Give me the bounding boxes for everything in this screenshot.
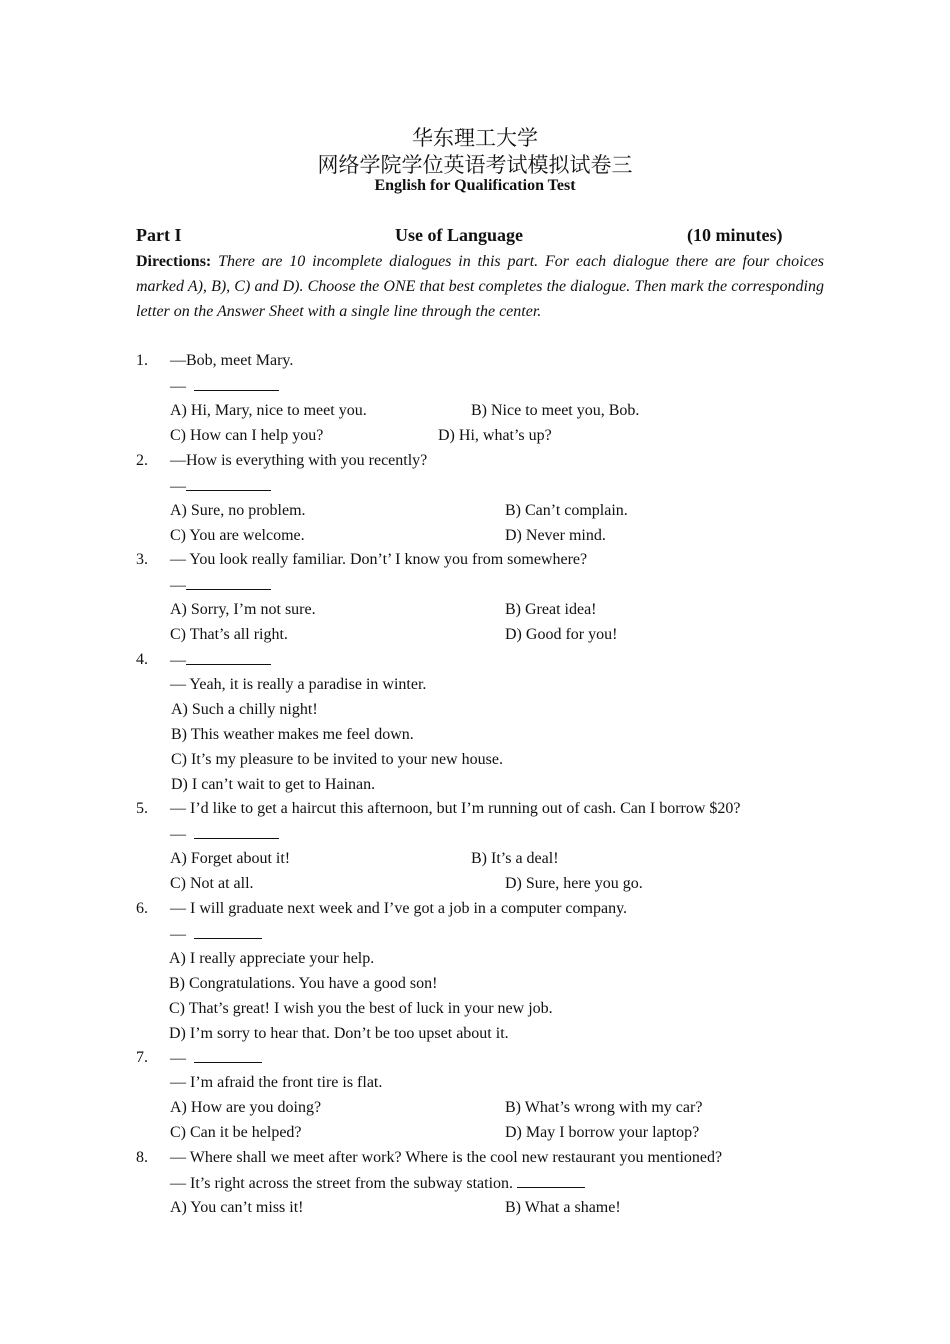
choice-d: D) I’m sorry to hear that. Don’t be too upset about it.: [169, 1025, 509, 1042]
answer-blank: [517, 1173, 585, 1188]
choice-c: C) Not at all.: [170, 875, 254, 892]
dialogue-line: — I’m afraid the front tire is flat.: [170, 1074, 383, 1091]
choice-d: D) Never mind.: [505, 527, 606, 544]
question-number: 8.: [136, 1149, 148, 1166]
choice-b: B) It’s a deal!: [471, 850, 559, 867]
dialogue-line: —: [170, 924, 262, 945]
choice-c: C) How can I help you?: [170, 427, 324, 444]
dialogue-line: — I will graduate next week and I’ve got a job in a computer company.: [170, 900, 628, 917]
exam-subtitle: English for Qualification Test: [374, 177, 576, 194]
choice-b: B) Nice to meet you, Bob.: [471, 402, 640, 419]
choice-a: A) I really appreciate your help.: [169, 950, 375, 967]
choice-d: D) Good for you!: [505, 626, 618, 643]
dialogue-line: — Yeah, it is really a paradise in winter.: [170, 676, 427, 693]
choice-d: D) Hi, what’s up?: [438, 427, 552, 444]
choice-b: B) What’s wrong with my car?: [505, 1099, 703, 1116]
school-name: 华东理工大学: [412, 126, 538, 150]
answer-blank: [186, 650, 271, 665]
answer-blank: [194, 924, 262, 939]
directions-label: Directions:: [136, 253, 212, 270]
choice-b: B) Can’t complain.: [505, 502, 628, 519]
answer-blank: [186, 476, 271, 491]
part-label: Part I: [136, 225, 182, 245]
choice-c: C) That’s great! I wish you the best of luck in your new job.: [169, 1000, 553, 1017]
choice-a: A) You can’t miss it!: [170, 1199, 304, 1216]
choice-d: D) I can’t wait to get to Hainan.: [171, 776, 376, 793]
dialogue-line: — I’d like to get a haircut this afternoon, but I’m running out of cash. Can I borrow $20?: [170, 800, 741, 817]
answer-blank: [194, 376, 279, 391]
choice-c: C) Can it be helped?: [170, 1124, 302, 1141]
dialogue-line: —: [170, 575, 271, 596]
question-number: 3.: [136, 551, 148, 568]
choice-d: D) May I borrow your laptop?: [505, 1124, 700, 1141]
dialogue-line: — You look really familiar. Don’t’ I know you from somewhere?: [170, 551, 588, 568]
dialogue-line: — Where shall we meet after work? Where is the cool new restaurant you mentioned?: [170, 1149, 723, 1166]
question-number: 5.: [136, 800, 148, 817]
question-number: 4.: [136, 651, 148, 668]
choice-a: A) Forget about it!: [170, 850, 291, 867]
question-number: 6.: [136, 900, 148, 917]
directions: [136, 249, 824, 324]
part-time: (10 minutes): [687, 225, 783, 245]
answer-blank: [186, 575, 271, 590]
dialogue-line: —: [170, 650, 271, 671]
directions-text: There are 10 incomplete dialogues in this part. For each dialogue there are four choices marked A), B), C) and D). Choose the ONE that best completes the dialogue. Then mark the corresponding letter on the Answer Sheet with a single line through the center.: [136, 253, 825, 320]
choice-c: C) You are welcome.: [170, 527, 305, 544]
part-name: Use of Language: [395, 225, 524, 245]
choice-a: A) Sure, no problem.: [170, 502, 306, 519]
question-number: 2.: [136, 452, 148, 469]
choice-a: A) How are you doing?: [170, 1099, 322, 1116]
answer-blank: [194, 1048, 262, 1063]
choice-c: C) That’s all right.: [170, 626, 288, 643]
dialogue-line: —: [170, 476, 271, 497]
choice-a: A) Hi, Mary, nice to meet you.: [170, 402, 367, 419]
choice-d: D) Sure, here you go.: [505, 875, 643, 892]
choice-b: B) What a shame!: [505, 1199, 621, 1216]
dialogue-line: — It’s right across the street from the subway station.: [170, 1173, 585, 1194]
dialogue-line: —: [170, 824, 279, 845]
choice-a: A) Sorry, I’m not sure.: [170, 601, 316, 618]
choice-a: A) Such a chilly night!: [171, 701, 318, 718]
answer-blank: [194, 824, 279, 839]
choice-b: B) This weather makes me feel down.: [171, 726, 414, 743]
question-number: 7.: [136, 1049, 148, 1066]
choice-b: B) Congratulations. You have a good son!: [169, 975, 438, 992]
dialogue-line: —: [170, 376, 279, 397]
choice-c: C) It’s my pleasure to be invited to your new house.: [171, 751, 503, 768]
question-number: 1.: [136, 352, 148, 369]
choice-b: B) Great idea!: [505, 601, 597, 618]
exam-title: 网络学院学位英语考试模拟试卷三: [317, 153, 633, 177]
dialogue-line: —Bob, meet Mary.: [170, 352, 294, 369]
dialogue-line: —How is everything with you recently?: [170, 452, 428, 469]
dialogue-line: —: [170, 1048, 262, 1069]
